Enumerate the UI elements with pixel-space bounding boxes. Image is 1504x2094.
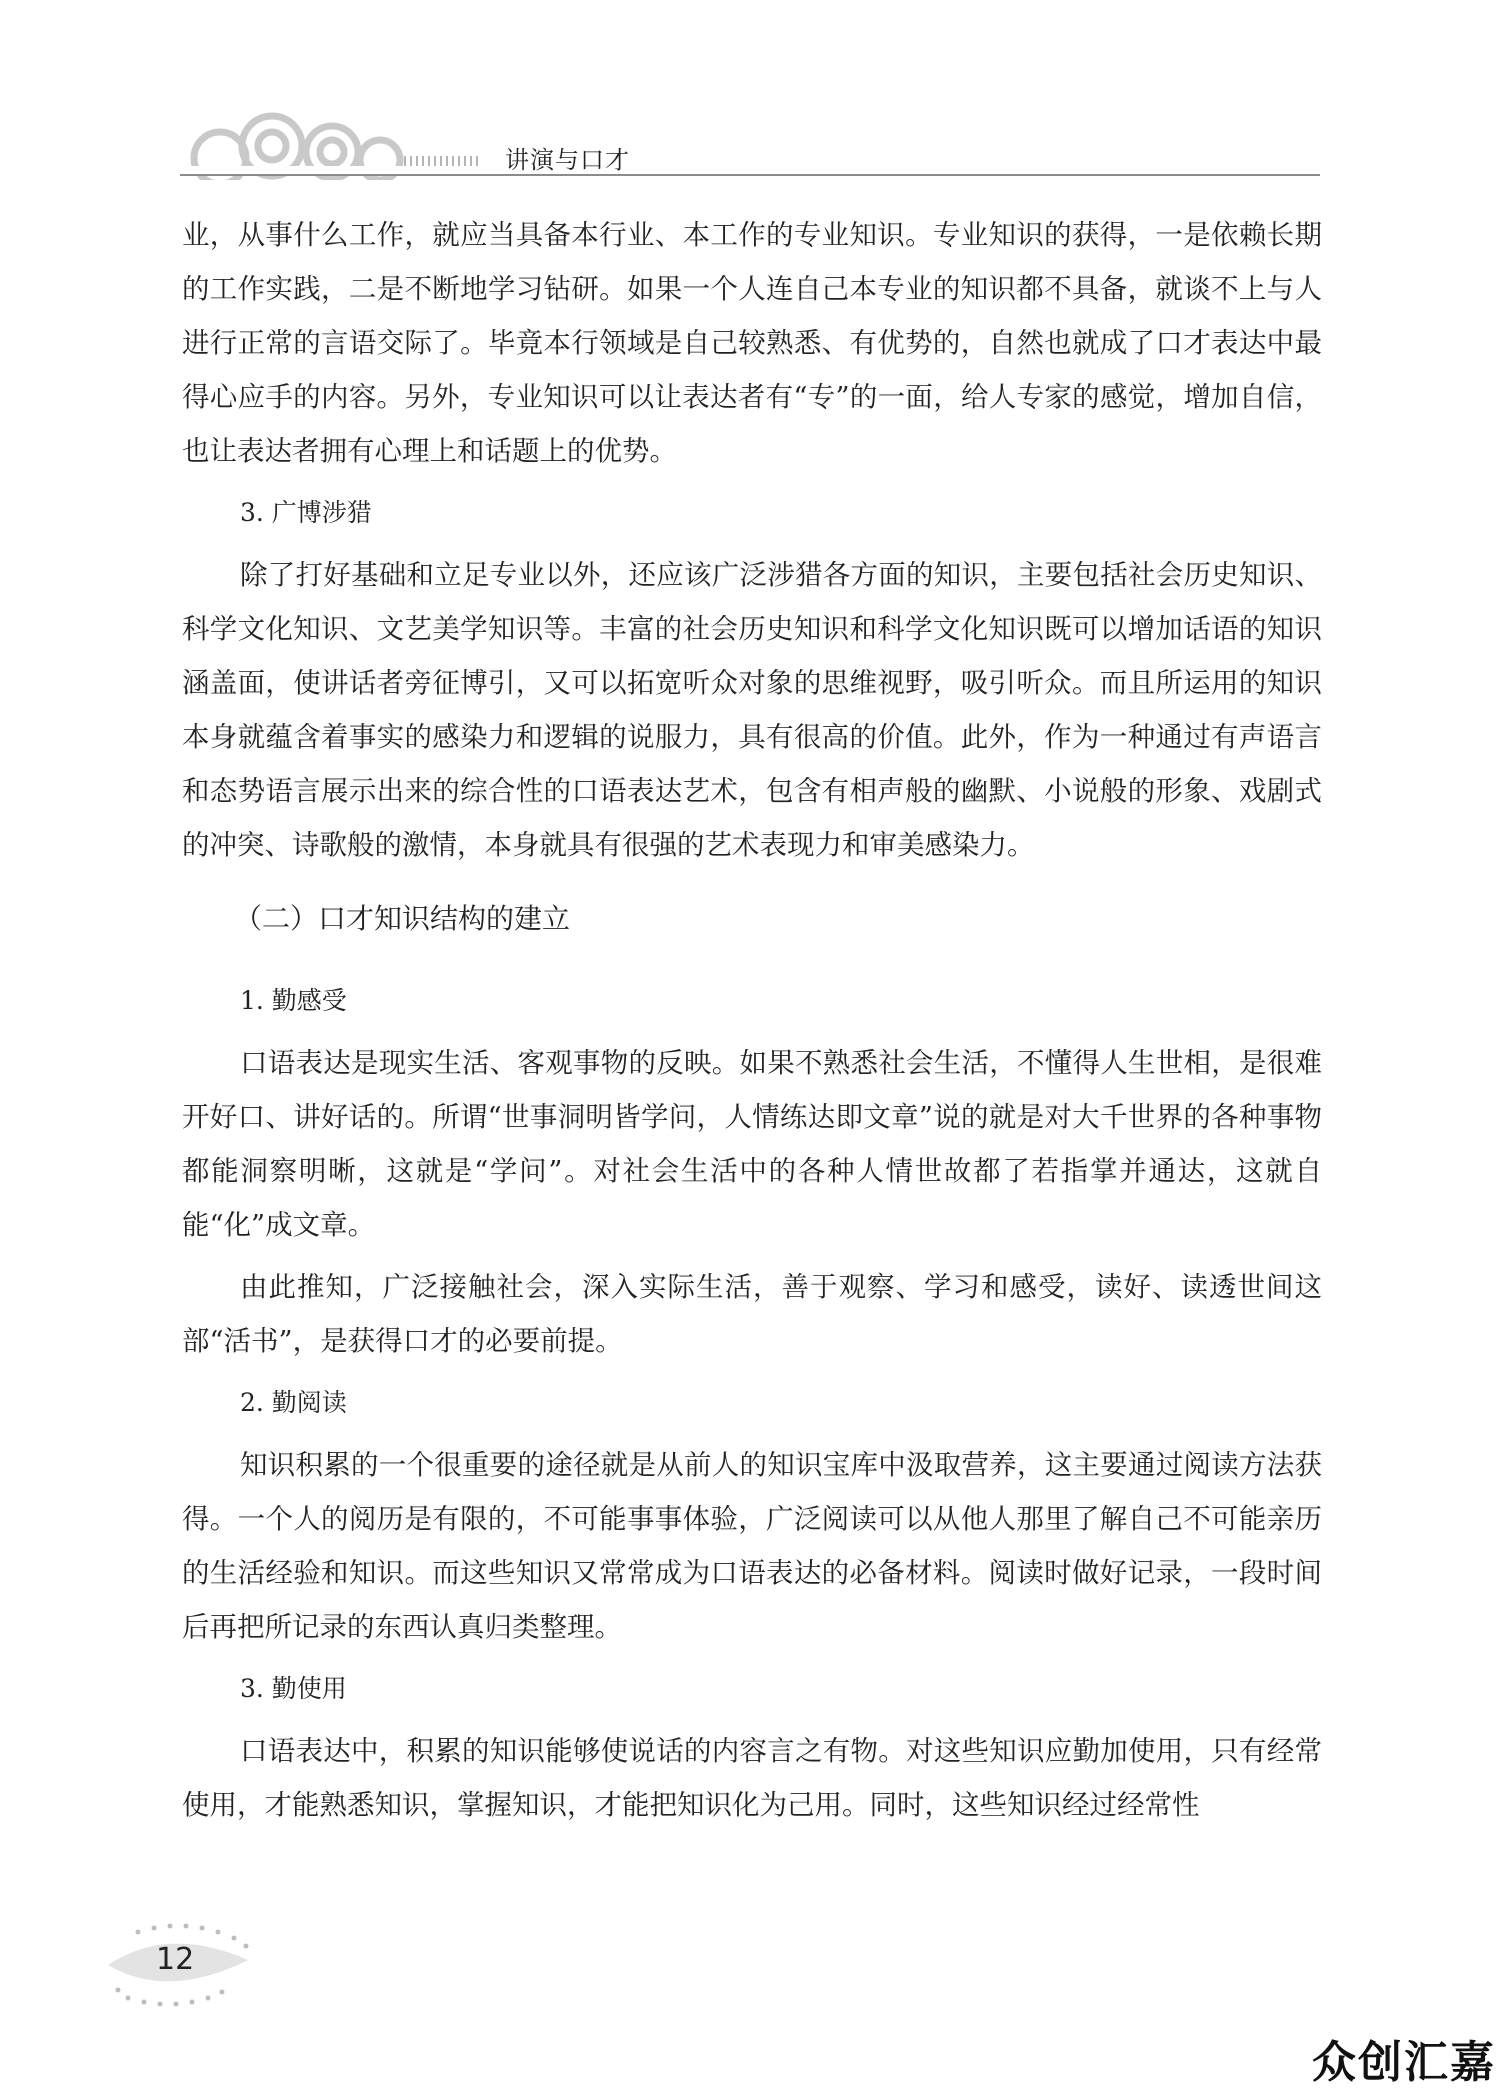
subsection-heading: 1. 勤感受 bbox=[240, 986, 347, 1015]
page-body bbox=[182, 208, 1322, 1832]
paragraph: 口语表达中，积累的知识能够使说话的内容言之有物。对这些知识应勤加使用，只有经常使用，才能熟悉知识，掌握知识，才能把知识化为己用。同时，这些知识经过经常性 bbox=[182, 1735, 1322, 1821]
running-head-title: 讲演与口才 bbox=[505, 146, 630, 174]
watermark-text: 众创汇嘉 bbox=[1312, 2037, 1496, 2088]
header-rule bbox=[180, 174, 1320, 176]
paragraph: 业，从事什么工作，就应当具备本行业、本工作的专业知识。专业知识的获得，一是依赖长期的工作实践，二是不断地学习钻研。如果一个人连自己本专业的知识都不具备，就谈不上与人进行正常的言语交际了。毕竟本行领域是自己较熟悉、有优势的，自然也就成了口才表达中最得心应手的内容。另外，专业知识可以让表达者有“专”的一面，给人专家的感觉，增加自信，也让表达者拥有心理上和话题上的优势。 bbox=[182, 219, 1322, 467]
paragraph: 知识积累的一个很重要的途径就是从前人的知识宝库中汲取营养，这主要通过阅读方法获得。一个人的阅历是有限的，不可能事事体验，广泛阅读可以从他人那里了解自己不可能亲历的生活经验和知识。而这些知识又常常成为口语表达的必备材料。阅读时做好记录，一段时间后再把所记录的东西认真归类整理。 bbox=[182, 1449, 1322, 1643]
paragraph: 除了打好基础和立足专业以外，还应该广泛涉猎各方面的知识，主要包括社会历史知识、科学文化知识、文艺美学知识等。丰富的社会历史知识和科学文化知识既可以增加话语的知识涵盖面，使讲话者旁征博引，又可以拓宽听众对象的思维视野，吸引听众。而且所运用的知识本身就蕴含着事实的感染力和逻辑的说服力，具有很高的价值。此外，作为一种通过有声语言和态势语言展示出来的综合性的口语表达艺术，包含有相声般的幽默、小说般的形象、戏剧式的冲突、诗歌般的激情，本身就具有很强的艺术表现力和审美感染力。 bbox=[182, 559, 1322, 861]
page-header bbox=[180, 100, 1320, 180]
page-number: 12 bbox=[156, 1942, 195, 1977]
cloud-ornament-icon bbox=[180, 100, 500, 180]
subsection-heading: 3. 勤使用 bbox=[240, 1674, 347, 1703]
subsection-heading: 2. 勤阅读 bbox=[240, 1388, 347, 1417]
paragraph: 口语表达是现实生活、客观事物的反映。如果不熟悉社会生活，不懂得人生世相，是很难开好口、讲好话的。所谓“世事洞明皆学问，人情练达即文章”说的就是对大千世界的各种事物都能洞察明晰，这就是“学问”。对社会生活中的各种人情世故都了若指掌并通达，这就自能“化”成文章。 bbox=[182, 1047, 1322, 1241]
page-number-badge bbox=[98, 1920, 258, 2010]
subsection-heading: 3. 广博涉猎 bbox=[240, 498, 372, 527]
section-heading: （二）口才知识结构的建立 bbox=[234, 902, 571, 935]
paragraph: 由此推知，广泛接触社会，深入实际生活，善于观察、学习和感受，读好、读透世间这部“活书”，是获得口才的必要前提。 bbox=[182, 1271, 1322, 1357]
